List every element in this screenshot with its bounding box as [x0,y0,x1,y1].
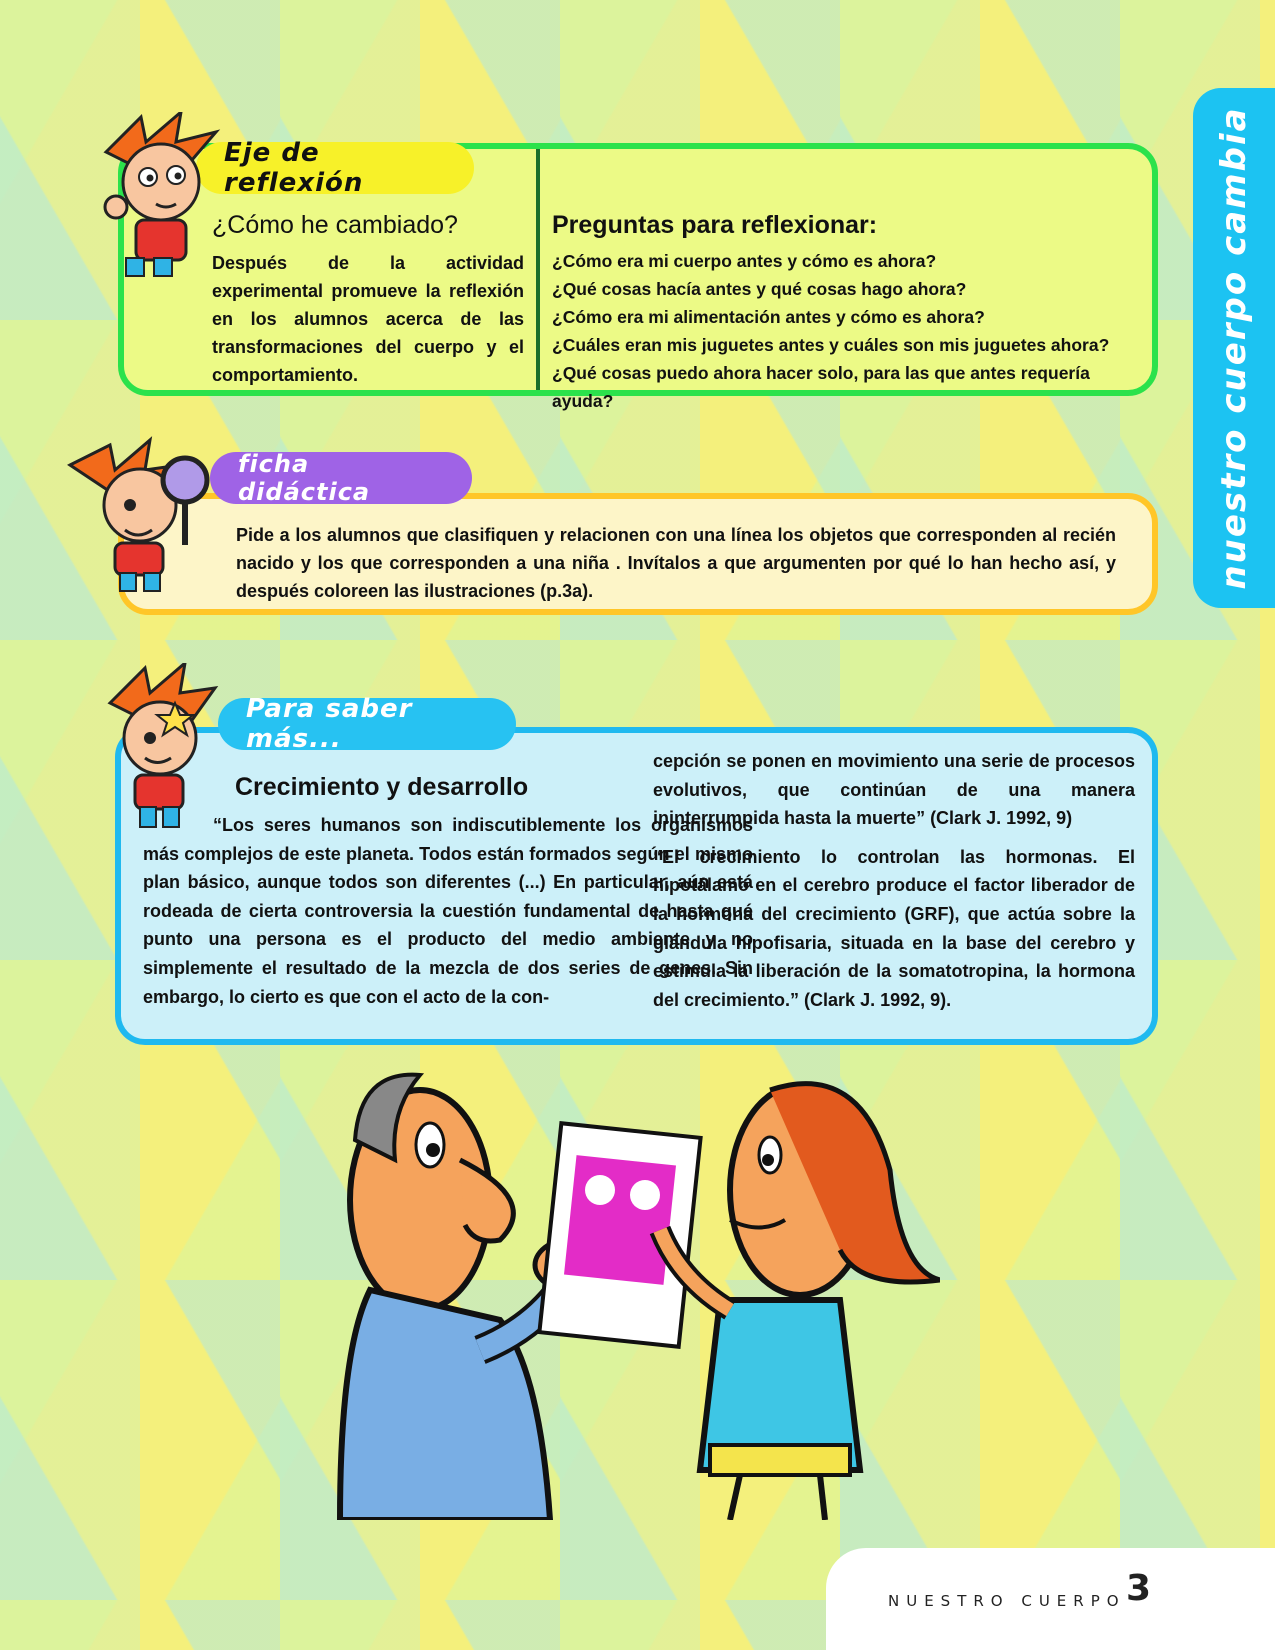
list-item: ¿Cómo era mi alimentación antes y cómo es ahora? [552,307,985,327]
para-saber-mas-tag: Para saber más... [218,698,516,750]
list-item: ¿Cómo era mi cuerpo antes y cómo es ahora? [552,251,937,271]
saber-column-1: “Los seres humanos son indiscutiblemente los organismos más complejos de este planeta. Todos están formados según el mismo plan básico, aunque todos son diferentes (...) En particular, aún está rodeada de cierta controversia la cuestión fundamental de hasta qué punto una persona es el producto del medio ambiente y no simplemente el resultado de la mezcla de dos series de genes. Sin embargo, lo cierto es que con el acto de la con- [143,815,753,1007]
star-boy-icon [95,663,225,843]
question-list [552,247,1152,415]
eje-left-title: ¿Cómo he cambiado? [212,211,458,239]
man-woman-illustration [300,1050,940,1520]
column-divider [536,149,540,390]
page-number: 3 [1126,1568,1152,1609]
ficha-didactica-box [118,493,1158,615]
eje-right-title: Preguntas para reflexionar: [552,211,878,239]
eje-reflexion-tag: Eje de reflexión [196,142,474,194]
saber-title: Crecimiento y desarrollo [235,773,529,801]
thinking-boy-icon [86,112,226,282]
footer-label: NUESTRO CUERPO [888,1592,1126,1610]
list-item: ¿Qué cosas puedo ahora hacer solo, para las que antes requería ayuda? [552,363,1090,411]
magnifier-boy-icon [60,435,220,595]
side-tab [1193,88,1275,608]
para-saber-mas-box [115,727,1158,1045]
side-tab-label: nuestro cuerpo cambia [1214,106,1254,590]
saber-paragraph: cepción se ponen en movimiento una serie de procesos evolutivos, que continúan de una manera ininterrumpida hasta la muerte” (Clark J. 1992, 9) [653,751,1135,829]
eje-left-body: Después de la actividad experimental promueve la reflexión en los alumnos acerca de las transformaciones del cuerpo y el comportamiento. [212,253,524,385]
list-item: ¿Qué cosas hacía antes y qué cosas hago ahora? [552,279,967,299]
saber-column-2 [653,747,1135,1024]
list-item: ¿Cuáles eran mis juguetes antes y cuáles son mis juguetes ahora? [552,335,1110,355]
page-footer [826,1548,1275,1650]
saber-paragraph: “El crecimiento lo controlan las hormonas. El hipotálamo en el cerebro produce el factor liberador de la hormona del crecimiento (GRF), que actúa sobre la glándula hipofisaria, situada en la base del cerebro y estimula la liberación de la somatotropina, la hormona del crecimiento.” (Clark J. 1992, 9). [653,846,1135,1010]
ficha-body: Pide a los alumnos que clasifiquen y relacionen con una línea los objetos que corresponden al recién nacido y los que corresponden a una niña . Invítalos a que argumenten por qué lo han hecho así, y después coloreen las ilustraciones (p.3a). [236,525,1116,601]
ficha-didactica-tag: ficha didáctica [210,452,472,504]
